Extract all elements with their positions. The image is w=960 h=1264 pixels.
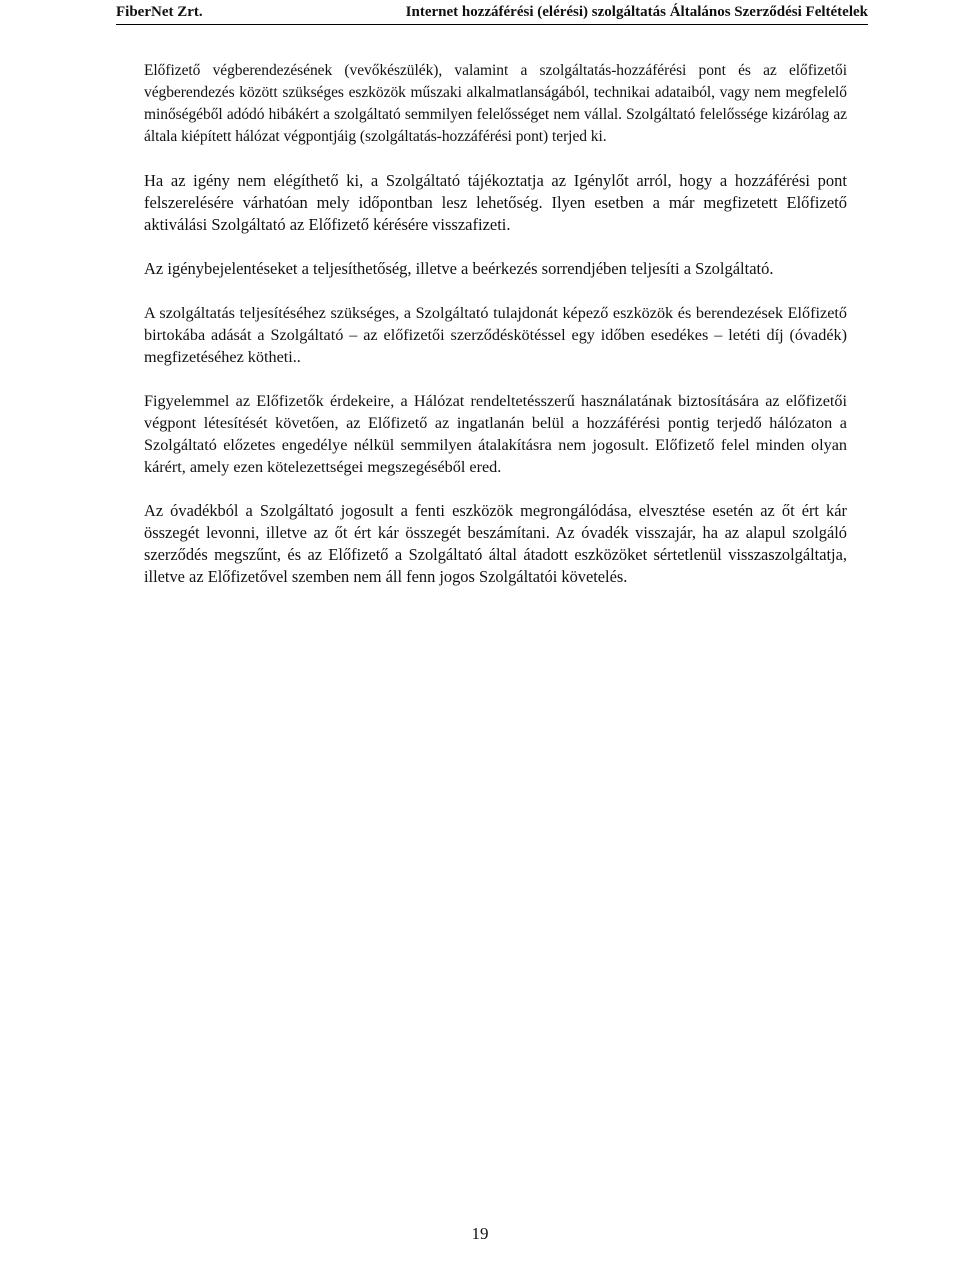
header-company: FiberNet Zrt.: [116, 4, 203, 20]
paragraph: Figyelemmel az Előfizetők érdekeire, a Hálózat rendeltetésszerű használatának biztosítására az előfizetői végpont létesítését követően, az Előfizető az ingatlanán belül a hozzáférési pontig terjedő hálózaton a Szolgáltató előzetes engedélye nélkül semmilyen átalakításra nem jogosult. Előfizető felel minden olyan kárért, amely ezen kötelezettségei megszegéséből ered.: [144, 392, 847, 476]
paragraph: Az igénybejelentéseket a teljesíthetőség, illetve a beérkezés sorrendjében teljesíti a Szolgáltató.: [144, 259, 774, 278]
paragraph: Ha az igény nem elégíthető ki, a Szolgáltató tájékoztatja az Igénylőt arról, hogy a hozzáférési pont felszerelésére várhatóan mely időpontban lesz lehetőség. Ilyen esetben a már megfizetett Előfizető aktiválási Szolgáltató az Előfizető kérésére visszafizeti.: [144, 171, 847, 234]
page-number: 19: [471, 1224, 489, 1243]
header-title: Internet hozzáférési (elérési) szolgáltatás Általános Szerződési Feltételek: [405, 4, 868, 20]
paragraph: Előfizető végberendezésének (vevőkészülék), valamint a szolgáltatás-hozzáférési pont és az előfizetői végberendezés között szükséges eszközök műszaki alkalmatlanságából, technikai adataiból, vagy nem megfelelő minőségéből adódó hibákért a szolgáltató semmilyen felelősséget nem vállal. Szolgáltató felelőssége kizárólag az általa kiépített hálózat végpontjáig (szolgáltatás-hozzáférési pont) terjed ki.: [144, 62, 847, 145]
paragraph: Az óvadékból a Szolgáltató jogosult a fenti eszközök megrongálódása, elvesztése esetén az őt ért kár összegét levonni, illetve az őt ért kár összegét beszámítani. Az óvadék visszajár, ha az alapul szolgáló szerződés megszűnt, és az Előfizető a Szolgáltató által átadott eszközöket sértetlenül visszaszolgáltatja, illetve az Előfizetővel szemben nem áll fenn jogos Szolgáltatói követelés.: [144, 501, 847, 586]
page-header: [116, 2, 868, 25]
document-body: [144, 60, 847, 610]
paragraph: A szolgáltatás teljesítéséhez szükséges, a Szolgáltató tulajdonát képező eszközök és berendezések Előfizető birtokába adását a Szolgáltató – az előfizetői szerződéskötéssel egy időben esedékes – letéti díj (óvadék) megfizetéséhez kötheti..: [144, 304, 847, 366]
